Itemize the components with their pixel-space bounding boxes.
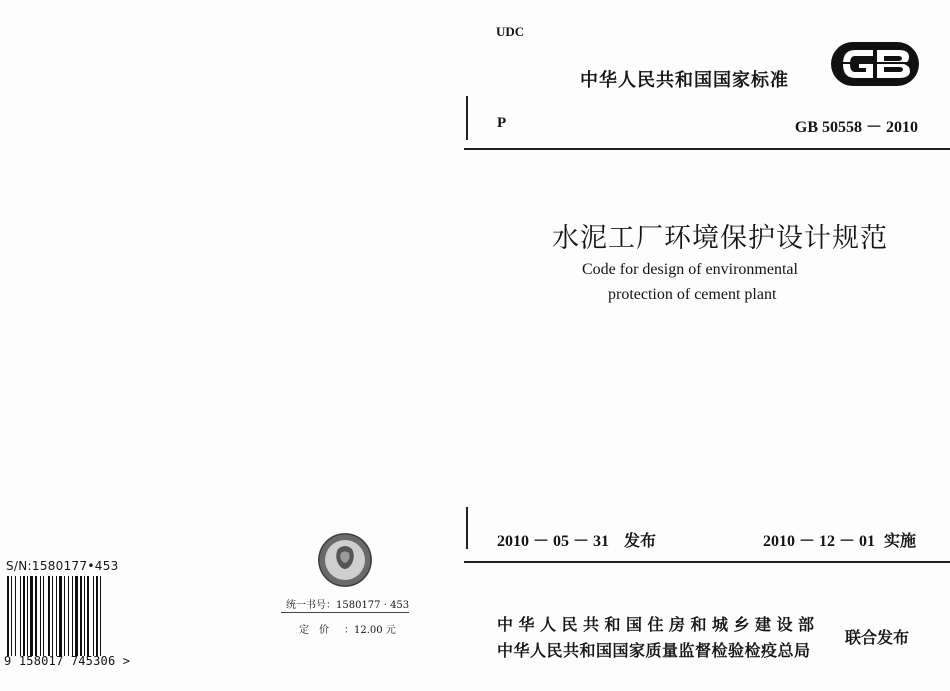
- unified-book-number: 统一书号：1580177 · 453: [286, 600, 410, 611]
- vertical-rule-top: [466, 96, 468, 140]
- price-label: 定价: [299, 625, 339, 636]
- national-standard-heading: 中华人民共和国国家标准: [580, 70, 789, 91]
- barcode-icon: [6, 576, 134, 656]
- title-english-line-2: protection of cement plant: [608, 286, 777, 303]
- udc-label: UDC: [496, 24, 525, 39]
- dates-divider: [464, 561, 950, 563]
- implementation-label: 实施: [884, 531, 917, 550]
- issuer-ministry-housing: 中华人民共和国住房和城乡建设部: [497, 615, 820, 634]
- implementation-date: 2010 － 12 － 01: [763, 533, 876, 550]
- serial-number: S/N:1580177•453: [6, 559, 119, 573]
- issue-label: 发布: [624, 531, 657, 550]
- title-chinese: 水泥工厂环境保护设计规范: [552, 223, 888, 254]
- issuer-aqsiq: 中华人民共和国国家质量监督检验检疫总局: [497, 641, 811, 660]
- vertical-rule-bottom: [466, 507, 468, 549]
- issue-date: 2010 － 05 － 31: [497, 533, 610, 550]
- publisher-seal-icon: [316, 531, 374, 589]
- barcode-digits: 9 158017 745306 >: [4, 654, 131, 668]
- price-value: ：12.00 元: [344, 625, 396, 636]
- joint-issue-label: 联合发布: [845, 628, 910, 647]
- gb-logo: [829, 40, 921, 88]
- classification-code: P: [497, 115, 507, 131]
- header-divider: [464, 148, 950, 150]
- standard-number: GB 50558 － 2010: [794, 119, 918, 136]
- book-info-divider: [281, 612, 409, 613]
- title-english-line-1: Code for design of environmental: [582, 261, 798, 278]
